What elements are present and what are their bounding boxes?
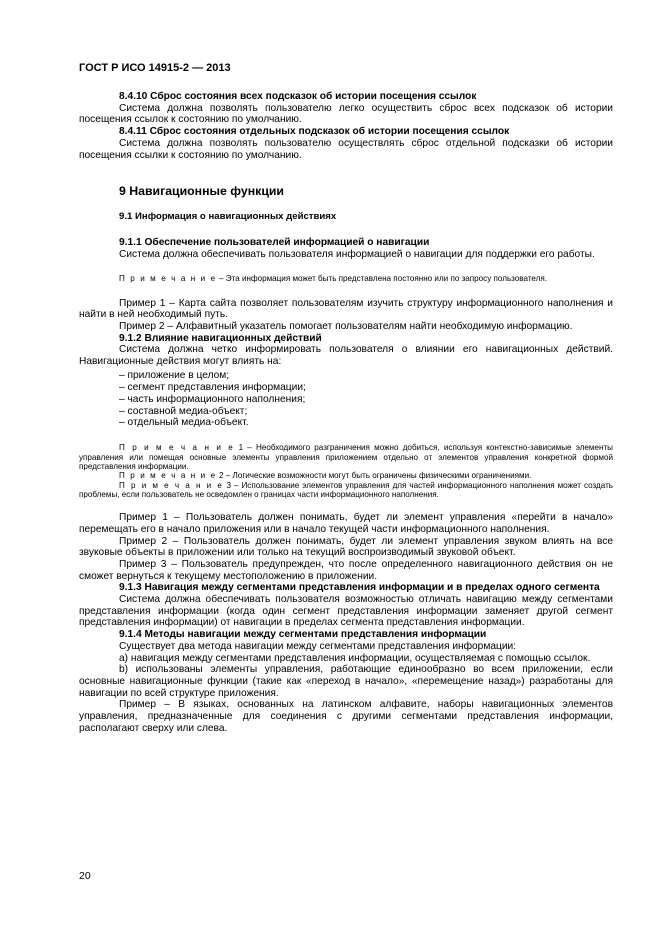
paragraph-9-1-3: Система должна обеспечивать пользователя возможностью отличать навигацию между сегментами представления информации (когда один сегмент представления информации заменяет другой сегмент представления информации) от навигации в пределах сегмента представления информации. (79, 594, 613, 629)
example-9-1-2-3: Пример 3 – Пользователь предупрежден, что после определенного навигационного действия он не сможет вернуться к текущему местоположению в приложении. (79, 558, 613, 582)
paragraph-9-1-1: Система должна обеспечивать пользователя информацией о навигации для поддержки его работы. (119, 248, 595, 260)
impact-list (79, 370, 613, 430)
note-9-1-2-2 (79, 471, 613, 480)
note-text: 1 – Необходимого разграничения можно добиться, используя контекстно-зависимые элементы управления или помещая основные элементы управления приложением отдельно от элементов управления конкретной формой представления информации. (79, 443, 613, 471)
example-9-1-1-2: Пример 2 – Алфавитный указатель помогает пользователям найти необходимую информацию. (119, 321, 573, 333)
heading-9-1-2: 9.1.2 Влияние навигационных действий (119, 332, 322, 344)
note-text: – Эта информация может быть представлена постоянно или по запросу пользователя. (216, 274, 548, 284)
note-label: П р и м е ч а н и е (119, 480, 224, 490)
heading-9-1-1: 9.1.1 Обеспечение пользователей информацией о навигации (119, 236, 430, 248)
list-item: – составной медиа-объект; (119, 405, 248, 417)
heading-9-1-4: 9.1.4 Методы навигации между сегментами представления информации (119, 629, 487, 641)
example-9-1-2-1: Пример 1 – Пользователь должен понимать, будет ли элемент управления «перейти в начало» перемещать его в начало приложения или в начало текущей части информационного наполнения. (79, 512, 613, 535)
item-a: а) навигация между сегментами представления информации, осуществляемая с помощью ссылок. (119, 652, 591, 664)
paragraph-9-1-4: Существует два метода навигации между сегментами представления информации: (119, 640, 517, 652)
heading-9-1-3: 9.1.3 Навигация между сегментами представления информации и в пределах одного сегмента (119, 582, 600, 594)
note-9-1-2-3 (79, 481, 613, 500)
paragraph-8-4-10: Система должна позволять пользователю легко осуществить сброс всех подсказок об истории посещения ссылок к состоянию по умолчанию. (79, 102, 613, 126)
note-label: П р и м е ч а н и е (119, 274, 217, 284)
paragraph-9-1-2: Система должна четко информировать пользователя о влиянии его навигационных действий. Навигационные действия могут влиять на: (79, 344, 613, 368)
example-9-1-4: Пример – В языках, основанных на латинском алфавите, наборы навигационных элементов управления, предназначенные для соединения с другими сегментами представления информации, располагают сверху или слева. (79, 699, 613, 734)
heading-8-4-10: 8.4.10 Сброс состояния всех подсказок об истории посещения ссылок (119, 91, 477, 102)
example-9-1-2-2: Пример 2 – Пользователь должен понимать, будет ли элемент управления звуком влиять на все звуковые объекты в приложении или только на текущий воспроизводимый звуковой объект. (79, 535, 613, 559)
note-text: 2 – Логические возможности могут быть ограничены физическими ограничениями. (216, 471, 532, 481)
note-9-1-2-1 (79, 443, 613, 471)
list-item: – отдельный медиа-объект. (119, 417, 249, 429)
heading-8-4-11: 8.4.11 Сброс состояния отдельных подсказок об истории посещения ссылок (119, 126, 510, 138)
heading-9-1: 9.1 Информация о навигационных действиях (119, 211, 337, 223)
item-b: b) использованы элементы управления, работающие единообразно во всем приложении, если основные навигационные функции (такие как «переход в начало», «перемещение назад») разработаны для навигации по всей структуре приложения. (79, 664, 613, 699)
note-label: П р и м е ч а н и е (119, 471, 217, 481)
note-label: П р и м е ч а н и е (119, 443, 235, 453)
list-item: – часть информационного наполнения; (119, 393, 306, 405)
page-number: 20 (79, 870, 91, 882)
list-item: – сегмент представления информации; (119, 381, 306, 393)
page-body (79, 91, 613, 735)
list-item: – приложение в целом; (119, 369, 230, 381)
example-9-1-1-1: Пример 1 – Карта сайта позволяет пользователям изучить структуру информационного наполнения и найти в ней необходимый путь. (79, 297, 613, 321)
note-9-1-1 (79, 274, 613, 283)
running-header: ГОСТ Р ИСО 14915-2 — 2013 (79, 62, 231, 74)
heading-9: 9 Навигационные функции (119, 184, 284, 199)
paragraph-8-4-11: Система должна позволять пользователю осуществлять сброс отдельной подсказки об истории посещения ссылки к состоянию по умолчанию. (79, 137, 613, 161)
note-text: 3 – Использование элементов управления для частей информационного наполнения может создать проблемы, если пользователь не осведомлен о границах части информационного наполнения. (79, 480, 613, 499)
